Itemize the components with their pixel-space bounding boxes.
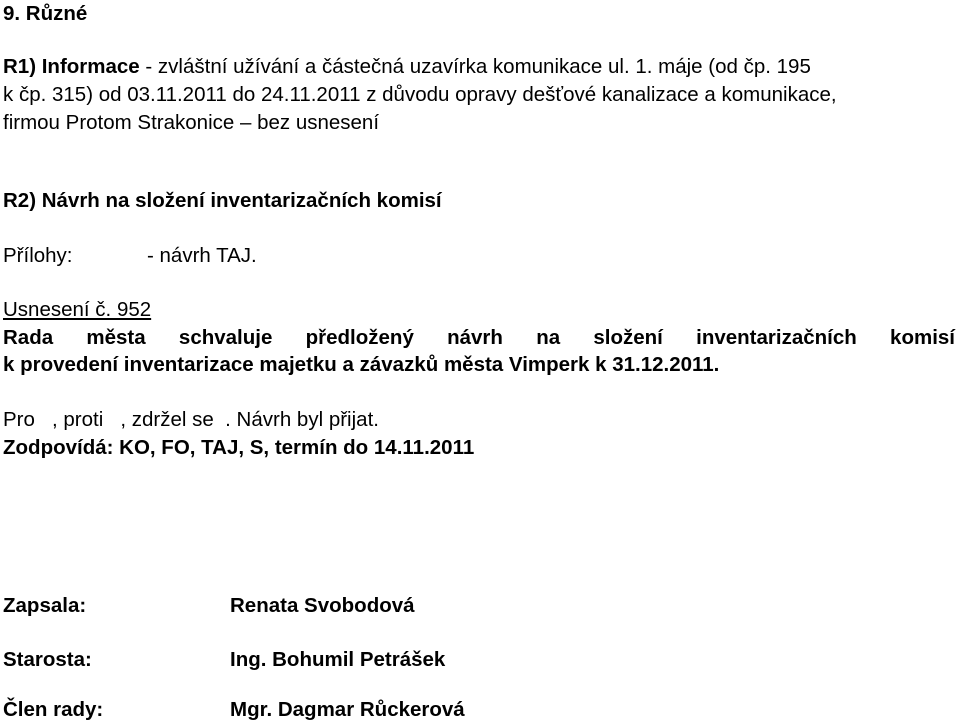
r1-prefix: R1) Informace — [3, 55, 140, 78]
attachments-row — [3, 244, 73, 268]
signature-name-mayor: Ing. Bohumil Petrášek — [230, 648, 446, 671]
r1-line-1-text: - zvláštní užívání a částečná uzavírka komunikace ul. 1. máje (od čp. 195 — [139, 55, 811, 78]
signature-label-council-member: Člen rady: — [3, 698, 104, 721]
r1-line-3: firmou Protom Strakonice – bez usnesení — [3, 111, 380, 134]
attachments-label: Přílohy: — [3, 244, 73, 267]
r1-line-2: k čp. 315) od 03.11.2011 do 24.11.2011 z důvodu opravy dešťové kanalizace a komunikace, — [3, 83, 837, 106]
signature-name-council-member: Mgr. Dagmar Růckerová — [230, 698, 465, 721]
r2-title: R2) Návrh na složení inventarizačních komisí — [3, 189, 442, 212]
section-heading: 9. Různé — [3, 2, 88, 25]
signature-name-recorder: Renata Svobodová — [230, 594, 415, 617]
signature-label-recorder: Zapsala: — [3, 594, 87, 617]
r1-line-1 — [3, 55, 811, 79]
vote-line: Pro , proti , zdržel se . Návrh byl přijat. — [3, 408, 379, 431]
signature-label-mayor: Starosta: — [3, 648, 92, 671]
attachments-value: - návrh TAJ. — [147, 244, 257, 267]
resolution-label: Usnesení č. 952 — [3, 298, 152, 321]
resolution-text-line-1: Rada města schvaluje předložený návrh na složení inventarizačních komisí — [3, 326, 955, 349]
resolution-text-line-2: k provedení inventarizace majetku a závazků města Vimperk k 31.12.2011. — [3, 353, 720, 376]
responsible-line: Zodpovídá: KO, FO, TAJ, S, termín do 14.11.2011 — [3, 436, 475, 459]
